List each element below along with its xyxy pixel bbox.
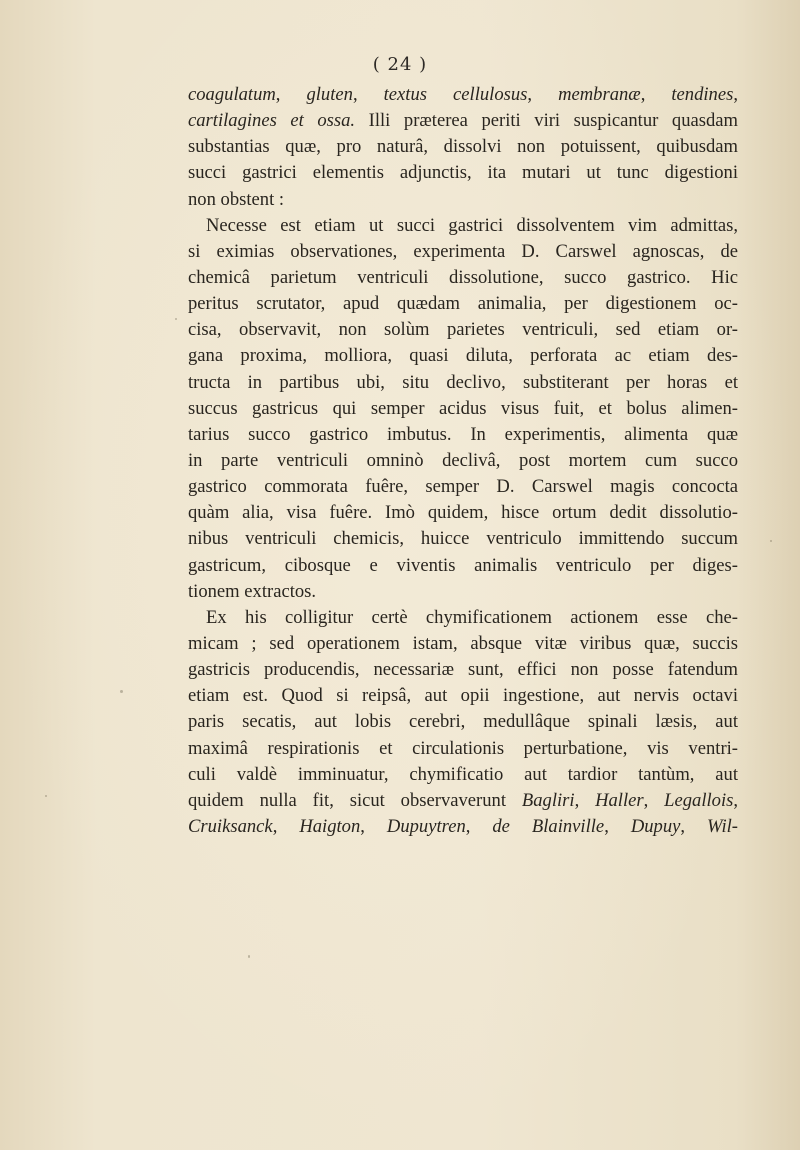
- text-line: [188, 579, 738, 605]
- page-number: ( 24 ): [372, 54, 428, 75]
- text-segment: culi valdè imminuatur, chymificatio aut tardior tantùm, aut: [188, 763, 738, 785]
- text-segment: cisa, observavit, non solùm parietes ventriculi, sed etiam or-: [188, 319, 738, 341]
- text-line: [188, 500, 738, 526]
- text-segment: Illi præterea periti viri suspicantur quasdam: [355, 110, 738, 132]
- text-segment: paris secatis, aut lobis cerebri, medullâque spinali læsis, aut: [188, 711, 738, 733]
- text-line: [188, 422, 738, 448]
- text-segment: gana proxima, molliora, quasi diluta, perforata ac etiam des-: [188, 345, 738, 367]
- text-line: [188, 553, 738, 579]
- text-segment: Ex his colligitur certè chymificationem actionem esse che-: [206, 606, 738, 628]
- text-segment: Necesse est etiam ut succi gastrici dissolventem vim admittas,: [206, 214, 738, 236]
- text-segment: si eximias observationes, experimenta D. Carswel agnoscas, de: [188, 240, 738, 262]
- text-segment: etiam est. Quod si reipsâ, aut opii ingestione, aut nervis octavi: [188, 685, 738, 707]
- text-segment: tructa in partibus ubi, situ declivo, substiterant per horas et: [188, 371, 738, 393]
- text-segment: gastricum, cibosque e viventis animalis ventriculo per diges-: [188, 554, 738, 576]
- italic-text: coagulatum: [188, 84, 276, 105]
- text-segment: quidem nulla fit, sicut observaverunt: [188, 789, 522, 811]
- text-line: [188, 317, 738, 343]
- italic-text: membranæ: [558, 84, 641, 105]
- text-segment: in parte ventriculi omninò declivâ, post mortem cum succo: [188, 449, 738, 471]
- text-segment: tarius succo gastrico imbutus. In experimentis, alimenta quæ: [188, 423, 738, 445]
- paper-speck: [120, 690, 123, 693]
- text-line: [188, 657, 738, 683]
- text-segment: ,: [527, 84, 559, 105]
- text-line: [188, 82, 738, 108]
- italic-text: Dupuytren: [386, 815, 466, 837]
- text-line: [188, 709, 738, 735]
- italic-text: Cruiksanck: [188, 815, 273, 837]
- text-segment: micam ; sed operationem istam, absque vitæ viribus quæ, succis: [188, 632, 738, 654]
- paper-speck: [175, 318, 177, 320]
- text-segment: ,: [604, 815, 631, 837]
- text-line: [188, 239, 738, 265]
- italic-text: cartilagines et ossa.: [188, 110, 356, 132]
- text-segment: quàm alia, visa fuêre. Imò quidem, hisce ortum dedit dissolutio-: [188, 502, 738, 524]
- text-segment: ,: [360, 815, 387, 837]
- text-segment: ,: [272, 815, 300, 837]
- text-line: [188, 762, 738, 788]
- text-segment: ,: [640, 84, 672, 105]
- text-segment: ,: [574, 789, 596, 811]
- text-line: [188, 814, 738, 840]
- text-line: [188, 213, 738, 239]
- text-line: [188, 108, 738, 134]
- text-line: [188, 631, 738, 657]
- text-line: [188, 683, 738, 709]
- text-line: [188, 526, 738, 552]
- text-segment: ,: [680, 815, 708, 837]
- text-segment: ,: [352, 84, 384, 105]
- italic-text: tendines: [671, 84, 734, 105]
- text-segment: non obstent :: [188, 188, 285, 210]
- italic-text: Wil-: [707, 815, 739, 837]
- italic-text: Bagliri: [521, 789, 575, 811]
- paper-speck: [770, 540, 772, 542]
- text-line: [188, 265, 738, 291]
- text-line: [188, 396, 738, 422]
- italic-text: Dupuy: [630, 815, 681, 837]
- text-segment: ,: [275, 84, 307, 105]
- text-segment: gastricis producendis, necessariæ sunt, effici non posse fatendum: [188, 659, 738, 681]
- text-segment: ,: [733, 789, 739, 811]
- text-segment: ,: [733, 84, 738, 105]
- paper-speck: [248, 955, 250, 958]
- text-line: [188, 343, 738, 369]
- body-text: [188, 82, 738, 840]
- text-line: [188, 736, 738, 762]
- text-segment: tionem extractos.: [188, 580, 317, 602]
- text-line: [188, 448, 738, 474]
- italic-text: de Blainville: [492, 815, 605, 837]
- text-line: [188, 605, 738, 631]
- italic-text: Legallois: [664, 789, 734, 811]
- italic-text: Haigton: [299, 815, 361, 837]
- paper-speck: [45, 795, 47, 797]
- text-line: [188, 291, 738, 317]
- text-line: [188, 370, 738, 396]
- text-segment: nibus ventriculi chemicis, huicce ventriculo immittendo succum: [188, 528, 738, 550]
- text-segment: succi gastrici elementis adjunctis, ita mutari ut tunc digestioni: [188, 162, 738, 184]
- text-segment: succus gastricus qui semper acidus visus fuit, et bolus alimen-: [188, 397, 738, 419]
- text-line: [188, 474, 738, 500]
- text-line: [188, 134, 738, 160]
- text-segment: ,: [465, 815, 493, 837]
- text-line: [188, 187, 738, 213]
- text-line: [188, 788, 738, 814]
- italic-text: gluten: [306, 84, 353, 105]
- italic-text: textus cellulosus: [383, 84, 528, 105]
- text-segment: gastrico commorata fuêre, semper D. Carswel magis concocta: [188, 476, 738, 498]
- text-segment: maximâ respirationis et circulationis perturbatione, vis ventri-: [188, 737, 738, 759]
- text-segment: substantias quæ, pro naturâ, dissolvi non potuissent, quibusdam: [188, 136, 738, 158]
- text-segment: ,: [643, 789, 665, 811]
- text-line: [188, 160, 738, 186]
- italic-text: Haller: [595, 789, 644, 811]
- text-segment: chemicâ parietum ventriculi dissolutione, succo gastrico. Hic: [188, 266, 738, 288]
- text-segment: peritus scrutator, apud quædam animalia, per digestionem oc-: [188, 293, 738, 315]
